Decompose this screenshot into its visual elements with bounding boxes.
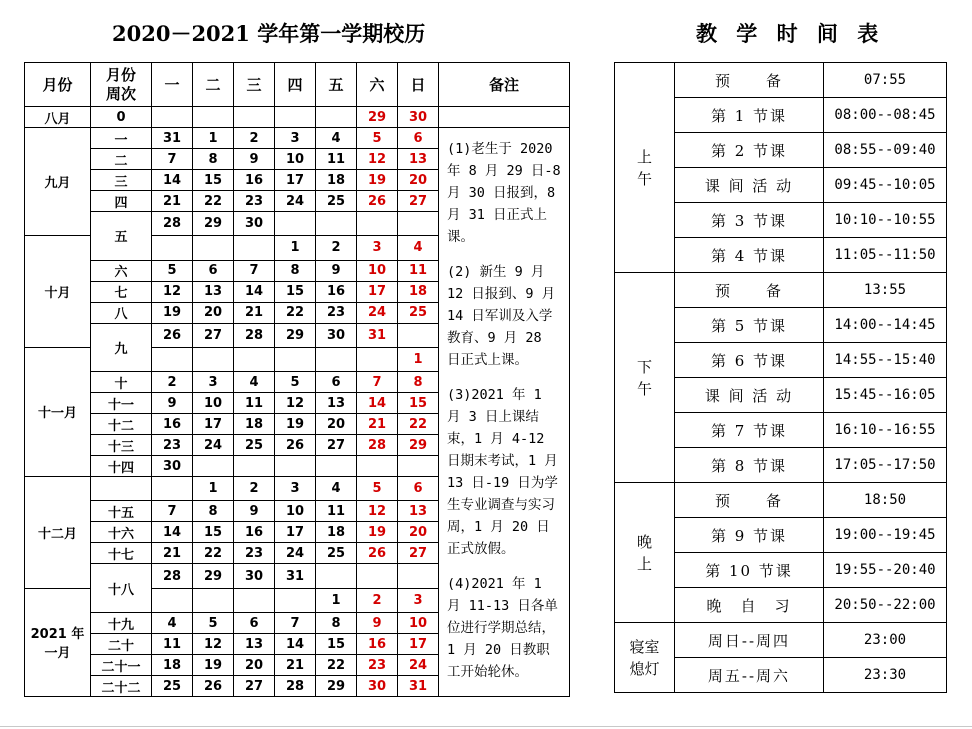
class-period-time: 08:00--08:45 xyxy=(824,98,947,133)
calendar-day xyxy=(398,564,439,588)
class-period-time: 14:00--14:45 xyxy=(824,308,947,343)
period-group-line1: 下 xyxy=(636,357,652,376)
calendar-day: 7 xyxy=(234,260,275,281)
week-number: 十四 xyxy=(91,456,152,477)
calendar-day: 19 xyxy=(357,522,398,543)
class-period-label: 预 备 xyxy=(675,63,824,98)
calendar-day: 17 xyxy=(193,414,234,435)
calendar-day xyxy=(152,236,193,260)
note-item: (2) 新生 9 月 12 日报到、9 月 14 日军训及入学教育、9 月 28 日正式上课。 xyxy=(447,264,556,368)
calendar-day: 2 xyxy=(316,236,357,260)
day-header: 二 xyxy=(193,63,234,107)
class-period-time: 23:00 xyxy=(824,623,947,658)
week-number: 八 xyxy=(91,302,152,323)
calendar-title: 2020－2021 学年第一学期校历 xyxy=(112,21,426,46)
calendar-day: 5 xyxy=(152,260,193,281)
calendar-day: 9 xyxy=(234,149,275,170)
week-number: 十三 xyxy=(91,435,152,456)
calendar-day: 20 xyxy=(316,414,357,435)
calendar-day: 13 xyxy=(398,149,439,170)
calendar-day: 6 xyxy=(398,128,439,149)
calendar-day: 6 xyxy=(234,613,275,634)
calendar-day: 17 xyxy=(398,634,439,655)
calendar-day: 4 xyxy=(234,372,275,393)
calendar-day: 16 xyxy=(234,170,275,191)
calendar-day: 24 xyxy=(275,191,316,212)
week-number: 七 xyxy=(91,281,152,302)
class-period-label: 第 4 节课 xyxy=(675,238,824,273)
period-group-line2: 午 xyxy=(636,169,652,188)
calendar-day: 8 xyxy=(316,613,357,634)
calendar-day: 13 xyxy=(193,281,234,302)
week-number: 二十二 xyxy=(91,676,152,697)
calendar-day: 30 xyxy=(398,107,439,128)
calendar-day xyxy=(193,107,234,128)
calendar-day: 28 xyxy=(152,212,193,236)
class-period-label: 课 间 活 动 xyxy=(675,168,824,203)
calendar-day: 28 xyxy=(357,435,398,456)
calendar-day xyxy=(193,588,234,612)
calendar-day: 11 xyxy=(234,393,275,414)
calendar-day: 21 xyxy=(357,414,398,435)
calendar-day: 30 xyxy=(234,564,275,588)
week-number: 十八 xyxy=(91,564,152,613)
calendar-day: 22 xyxy=(398,414,439,435)
calendar-day xyxy=(152,477,193,501)
calendar-day: 21 xyxy=(152,543,193,564)
calendar-day: 31 xyxy=(152,128,193,149)
calendar-day: 7 xyxy=(152,501,193,522)
class-period-label: 周日--周四 xyxy=(675,623,824,658)
calendar-day: 16 xyxy=(234,522,275,543)
class-period-time: 13:55 xyxy=(824,273,947,308)
calendar-day: 22 xyxy=(193,191,234,212)
calendar-day: 18 xyxy=(316,522,357,543)
calendar-day xyxy=(275,588,316,612)
class-period-label: 第 8 节课 xyxy=(675,448,824,483)
calendar-day: 29 xyxy=(275,323,316,347)
calendar-day: 21 xyxy=(152,191,193,212)
month-label: 十二月 xyxy=(25,477,91,589)
calendar-day xyxy=(275,347,316,371)
calendar-day: 25 xyxy=(316,543,357,564)
calendar-day: 22 xyxy=(275,302,316,323)
notes-header: 备注 xyxy=(439,63,570,107)
period-group-line1: 上 xyxy=(636,147,652,166)
week-number: 一 xyxy=(91,128,152,149)
calendar-day: 13 xyxy=(234,634,275,655)
calendar-day: 15 xyxy=(193,522,234,543)
calendar-day: 14 xyxy=(152,522,193,543)
class-period-label: 晚 自 习 xyxy=(675,588,824,623)
calendar-header-row xyxy=(25,63,570,107)
calendar-day: 7 xyxy=(152,149,193,170)
week-number: 十七 xyxy=(91,543,152,564)
calendar-week-row xyxy=(25,107,570,128)
calendar-day: 30 xyxy=(357,676,398,697)
calendar-day: 19 xyxy=(193,655,234,676)
calendar-day: 25 xyxy=(316,191,357,212)
calendar-day: 16 xyxy=(357,634,398,655)
calendar-day: 29 xyxy=(193,564,234,588)
week-number: 九 xyxy=(91,323,152,372)
period-group-label xyxy=(615,483,675,623)
class-period-time: 19:55--20:40 xyxy=(824,553,947,588)
calendar-day xyxy=(275,107,316,128)
calendar-day: 27 xyxy=(398,191,439,212)
note-item: (4)2021 年 1 月 11-13 日各单位进行学期总结，1 月 20 日教职工开始轮休。 xyxy=(447,576,558,680)
calendar-day: 26 xyxy=(152,323,193,347)
calendar-day: 11 xyxy=(152,634,193,655)
calendar-day: 27 xyxy=(398,543,439,564)
calendar-day: 2 xyxy=(234,128,275,149)
calendar-day: 10 xyxy=(357,260,398,281)
calendar-day: 7 xyxy=(357,372,398,393)
class-period-label: 课 间 活 动 xyxy=(675,378,824,413)
calendar-day: 31 xyxy=(357,323,398,347)
schedule-title: 教 学 时 间 表 xyxy=(696,21,885,46)
calendar-day: 2 xyxy=(357,588,398,612)
calendar-day: 9 xyxy=(234,501,275,522)
calendar-day: 25 xyxy=(152,676,193,697)
calendar-day: 26 xyxy=(357,191,398,212)
calendar-day: 25 xyxy=(398,302,439,323)
calendar-day: 27 xyxy=(193,323,234,347)
week-number: 十 xyxy=(91,372,152,393)
calendar-day: 29 xyxy=(193,212,234,236)
week-header-line2: 周次 xyxy=(105,84,136,103)
calendar-day: 12 xyxy=(357,501,398,522)
calendar-day: 18 xyxy=(234,414,275,435)
period-group-line1: 晚 xyxy=(636,532,652,551)
week-number xyxy=(91,477,152,501)
class-period-time: 18:50 xyxy=(824,483,947,518)
calendar-day: 1 xyxy=(316,588,357,612)
calendar-day: 18 xyxy=(152,655,193,676)
calendar-day: 31 xyxy=(275,564,316,588)
calendar-day: 11 xyxy=(316,149,357,170)
calendar-day xyxy=(316,212,357,236)
calendar-day: 23 xyxy=(316,302,357,323)
week-number: 二十一 xyxy=(91,655,152,676)
calendar-day: 3 xyxy=(193,372,234,393)
class-period-time: 09:45--10:05 xyxy=(824,168,947,203)
class-period-time: 11:05--11:50 xyxy=(824,238,947,273)
teaching-schedule-table xyxy=(614,62,947,693)
class-period-time: 15:45--16:05 xyxy=(824,378,947,413)
calendar-day: 4 xyxy=(316,128,357,149)
class-period-time: 19:00--19:45 xyxy=(824,518,947,553)
notes-spacer xyxy=(439,107,570,128)
week-number: 六 xyxy=(91,260,152,281)
day-header: 一 xyxy=(152,63,193,107)
calendar-day: 17 xyxy=(275,170,316,191)
class-period-time: 07:55 xyxy=(824,63,947,98)
calendar-day: 24 xyxy=(357,302,398,323)
class-period-label: 第 7 节课 xyxy=(675,413,824,448)
month-label: 九月 xyxy=(25,128,91,236)
calendar-day: 19 xyxy=(275,414,316,435)
calendar-day: 8 xyxy=(398,372,439,393)
week-number: 五 xyxy=(91,212,152,261)
calendar-day: 14 xyxy=(357,393,398,414)
calendar-day: 20 xyxy=(193,302,234,323)
calendar-day xyxy=(275,456,316,477)
calendar-day: 16 xyxy=(152,414,193,435)
calendar-day: 23 xyxy=(357,655,398,676)
schedule-row xyxy=(615,483,947,518)
calendar-day: 5 xyxy=(357,128,398,149)
class-period-label: 第 1 节课 xyxy=(675,98,824,133)
calendar-day: 22 xyxy=(316,655,357,676)
calendar-day: 3 xyxy=(398,588,439,612)
class-period-label: 第 3 节课 xyxy=(675,203,824,238)
calendar-day: 11 xyxy=(316,501,357,522)
calendar-day xyxy=(316,456,357,477)
bottom-divider xyxy=(0,726,972,727)
calendar-day: 3 xyxy=(275,477,316,501)
calendar-day: 18 xyxy=(316,170,357,191)
calendar-day: 29 xyxy=(357,107,398,128)
period-group-line1: 寝室 xyxy=(629,637,660,656)
calendar-day xyxy=(234,588,275,612)
calendar-day: 29 xyxy=(316,676,357,697)
calendar-day: 2 xyxy=(234,477,275,501)
calendar-day: 29 xyxy=(398,435,439,456)
month-label-month: 一月 xyxy=(44,646,71,662)
calendar-day: 6 xyxy=(193,260,234,281)
month-label: 八月 xyxy=(25,107,91,128)
calendar-day: 17 xyxy=(357,281,398,302)
calendar-day: 10 xyxy=(275,501,316,522)
calendar-day: 15 xyxy=(193,170,234,191)
calendar-day: 21 xyxy=(275,655,316,676)
calendar-day xyxy=(398,212,439,236)
calendar-day xyxy=(357,456,398,477)
notes-cell xyxy=(439,128,570,697)
class-period-time: 16:10--16:55 xyxy=(824,413,947,448)
calendar-day: 15 xyxy=(316,634,357,655)
calendar-day: 12 xyxy=(152,281,193,302)
class-period-label: 第 9 节课 xyxy=(675,518,824,553)
calendar-day: 15 xyxy=(398,393,439,414)
calendar-day xyxy=(316,564,357,588)
calendar-day: 21 xyxy=(234,302,275,323)
day-header: 五 xyxy=(316,63,357,107)
class-period-time: 20:50--22:00 xyxy=(824,588,947,623)
note-item: (3)2021 年 1 月 3 日上课结束，1 月 4-12 日期末考试，1 月 13 日-19 日为学生专业调查与实习周，1 月 20 日正式放假。 xyxy=(447,387,558,557)
class-period-label: 预 备 xyxy=(675,483,824,518)
calendar-day: 11 xyxy=(398,260,439,281)
week-number: 十二 xyxy=(91,414,152,435)
calendar-day: 1 xyxy=(398,347,439,371)
calendar-day: 28 xyxy=(152,564,193,588)
calendar-day: 22 xyxy=(193,543,234,564)
calendar-day: 28 xyxy=(234,323,275,347)
class-period-time: 17:05--17:50 xyxy=(824,448,947,483)
calendar-day xyxy=(398,323,439,347)
calendar-day: 15 xyxy=(275,281,316,302)
calendar-day: 5 xyxy=(275,372,316,393)
month-label: 十一月 xyxy=(25,347,91,476)
calendar-day xyxy=(398,456,439,477)
week-number: 二十 xyxy=(91,634,152,655)
calendar-day: 14 xyxy=(275,634,316,655)
calendar-day: 19 xyxy=(152,302,193,323)
calendar-day: 31 xyxy=(398,676,439,697)
calendar-day: 10 xyxy=(193,393,234,414)
calendar-day: 3 xyxy=(357,236,398,260)
calendar-day xyxy=(152,107,193,128)
class-period-time: 08:55--09:40 xyxy=(824,133,947,168)
calendar-day xyxy=(316,107,357,128)
calendar-week-row xyxy=(25,128,570,149)
schedule-row xyxy=(615,273,947,308)
period-group-line2: 熄灯 xyxy=(629,659,660,678)
calendar-day: 6 xyxy=(398,477,439,501)
calendar-day xyxy=(357,564,398,588)
week-header xyxy=(91,63,152,107)
calendar-day: 4 xyxy=(398,236,439,260)
day-header: 六 xyxy=(357,63,398,107)
calendar-day xyxy=(357,347,398,371)
calendar-day xyxy=(234,347,275,371)
month-label xyxy=(25,588,91,696)
class-period-label: 预 备 xyxy=(675,273,824,308)
calendar-day: 1 xyxy=(193,477,234,501)
week-number: 十九 xyxy=(91,613,152,634)
calendar-day: 30 xyxy=(316,323,357,347)
week-number: 三 xyxy=(91,170,152,191)
month-label-year: 2021 年 xyxy=(30,627,85,643)
calendar-day: 14 xyxy=(234,281,275,302)
calendar-day: 12 xyxy=(275,393,316,414)
calendar-day: 1 xyxy=(193,128,234,149)
month-header: 月份 xyxy=(25,63,91,107)
calendar-day: 12 xyxy=(193,634,234,655)
period-group-label xyxy=(615,63,675,273)
period-group-label xyxy=(615,623,675,693)
calendar-day: 27 xyxy=(316,435,357,456)
calendar-day: 19 xyxy=(357,170,398,191)
day-header: 日 xyxy=(398,63,439,107)
calendar-day: 9 xyxy=(316,260,357,281)
week-number: 十五 xyxy=(91,501,152,522)
calendar-day xyxy=(193,456,234,477)
calendar-day: 4 xyxy=(152,613,193,634)
class-period-label: 第 2 节课 xyxy=(675,133,824,168)
calendar-day: 23 xyxy=(152,435,193,456)
calendar-day: 8 xyxy=(193,149,234,170)
calendar-day xyxy=(275,212,316,236)
calendar-day: 12 xyxy=(357,149,398,170)
day-header: 三 xyxy=(234,63,275,107)
calendar-day xyxy=(152,347,193,371)
calendar-day xyxy=(316,347,357,371)
calendar-day xyxy=(193,347,234,371)
month-label: 十月 xyxy=(25,236,91,348)
calendar-day: 10 xyxy=(398,613,439,634)
calendar-day: 20 xyxy=(398,522,439,543)
calendar-day: 26 xyxy=(275,435,316,456)
calendar-day: 13 xyxy=(316,393,357,414)
calendar-day xyxy=(234,107,275,128)
calendar-day: 6 xyxy=(316,372,357,393)
calendar-day: 13 xyxy=(398,501,439,522)
calendar-day: 30 xyxy=(234,212,275,236)
calendar-day xyxy=(234,456,275,477)
schedule-row xyxy=(615,63,947,98)
calendar-day: 2 xyxy=(152,372,193,393)
calendar-day: 23 xyxy=(234,543,275,564)
period-group-label xyxy=(615,273,675,483)
calendar-day: 24 xyxy=(193,435,234,456)
week-number: 十六 xyxy=(91,522,152,543)
day-header: 四 xyxy=(275,63,316,107)
week-number: 四 xyxy=(91,191,152,212)
calendar-day: 27 xyxy=(234,676,275,697)
calendar-day: 20 xyxy=(234,655,275,676)
calendar-day xyxy=(152,588,193,612)
class-period-time: 23:30 xyxy=(824,658,947,693)
calendar-day: 9 xyxy=(152,393,193,414)
class-period-label: 第 5 节课 xyxy=(675,308,824,343)
week-header-line1: 月份 xyxy=(105,65,136,84)
calendar-day: 8 xyxy=(275,260,316,281)
calendar-day xyxy=(193,236,234,260)
period-group-line2: 上 xyxy=(636,554,652,573)
period-group-line2: 午 xyxy=(636,379,652,398)
calendar-day: 8 xyxy=(193,501,234,522)
calendar-day: 30 xyxy=(152,456,193,477)
school-calendar-table xyxy=(24,62,570,697)
calendar-day: 4 xyxy=(316,477,357,501)
calendar-day: 17 xyxy=(275,522,316,543)
calendar-day: 23 xyxy=(234,191,275,212)
calendar-day: 26 xyxy=(193,676,234,697)
calendar-day: 24 xyxy=(398,655,439,676)
schedule-row xyxy=(615,623,947,658)
calendar-day: 5 xyxy=(193,613,234,634)
calendar-day: 9 xyxy=(357,613,398,634)
calendar-day: 16 xyxy=(316,281,357,302)
class-period-time: 10:10--10:55 xyxy=(824,203,947,238)
week-number: 十一 xyxy=(91,393,152,414)
calendar-day: 7 xyxy=(275,613,316,634)
calendar-day: 1 xyxy=(275,236,316,260)
week-number: 0 xyxy=(91,107,152,128)
calendar-day xyxy=(357,212,398,236)
calendar-day: 14 xyxy=(152,170,193,191)
calendar-day: 3 xyxy=(275,128,316,149)
class-period-label: 第 6 节课 xyxy=(675,343,824,378)
calendar-day: 28 xyxy=(275,676,316,697)
week-number: 二 xyxy=(91,149,152,170)
calendar-day: 25 xyxy=(234,435,275,456)
note-item: (1)老生于 2020 年 8 月 29 日-8 月 30 日报到，8 月 31 日正式上课。 xyxy=(447,141,561,245)
calendar-day: 20 xyxy=(398,170,439,191)
calendar-day: 24 xyxy=(275,543,316,564)
calendar-day: 18 xyxy=(398,281,439,302)
calendar-day: 5 xyxy=(357,477,398,501)
class-period-label: 周五--周六 xyxy=(675,658,824,693)
calendar-day: 26 xyxy=(357,543,398,564)
calendar-day xyxy=(234,236,275,260)
class-period-time: 14:55--15:40 xyxy=(824,343,947,378)
calendar-day: 10 xyxy=(275,149,316,170)
class-period-label: 第 10 节课 xyxy=(675,553,824,588)
